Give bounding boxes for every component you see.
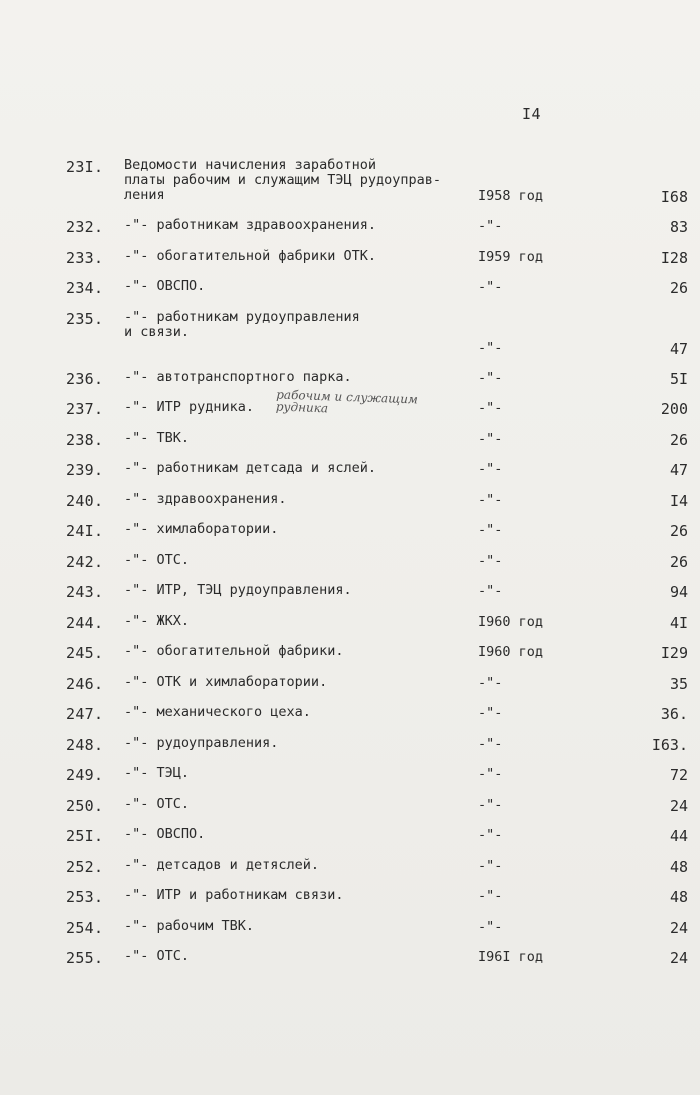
entry-description: -"- работникам рудоуправления и связи. <box>124 308 360 340</box>
entry-number: 253. <box>66 888 104 906</box>
entry-year: -"- <box>478 796 503 813</box>
handwritten-note: рабочим и служащим рудника <box>275 387 419 416</box>
entry-description: -"- ОВСПО. <box>124 278 206 294</box>
entry-description: -"- здравоохранения. <box>124 490 287 507</box>
entry-sheet-count: 26 <box>669 279 688 297</box>
entry-sheet-count: I68 <box>660 188 688 206</box>
entry-number: 239. <box>66 461 104 479</box>
entry-number: 237. <box>66 400 104 418</box>
entry-description: -"- ИТР и работникам связи. <box>124 887 344 903</box>
entry-year: I959 год <box>478 248 544 265</box>
entry-sheet-count: 44 <box>669 827 688 845</box>
entry-number: 238. <box>66 430 104 449</box>
entry-year: -"- <box>478 522 503 538</box>
entry-year: -"- <box>478 369 503 386</box>
entry-sheet-count: 47 <box>669 339 688 358</box>
inventory-entry <box>0 791 700 822</box>
entry-year: -"- <box>478 857 503 874</box>
entry-year: -"- <box>478 461 503 477</box>
entry-sheet-count: 4I <box>669 613 688 632</box>
entry-description: -"- ОТС. <box>124 948 190 964</box>
entry-number: 247. <box>66 705 104 723</box>
entry-description: -"- работникам детсада и яслей. <box>124 460 376 476</box>
entry-sheet-count: 24 <box>669 796 688 815</box>
entry-sheet-count: 47 <box>669 461 688 479</box>
inventory-entry <box>0 669 700 700</box>
inventory-entry <box>0 699 700 730</box>
entry-number: 24I. <box>66 522 104 540</box>
entry-year: -"- <box>478 583 503 599</box>
entry-number: 254. <box>66 918 104 937</box>
entry-year: -"- <box>478 705 503 721</box>
entry-number: 250. <box>66 796 104 815</box>
inventory-entry <box>0 913 700 944</box>
entry-number: 246. <box>66 674 104 693</box>
inventory-entry <box>0 760 700 791</box>
entry-year: -"- <box>478 827 503 843</box>
inventory-entry <box>0 821 700 852</box>
entry-description: -"- ТВК. <box>124 429 190 446</box>
entry-description: -"- рудоуправления. <box>124 734 279 751</box>
inventory-entry <box>0 425 700 456</box>
entry-description: -"- рабочим ТВК. <box>124 917 255 934</box>
entry-sheet-count: 26 <box>669 430 688 449</box>
entry-sheet-count: 35 <box>669 674 688 693</box>
entry-number: 240. <box>66 491 104 510</box>
entry-description: -"- обогатительной фабрики ОТК. <box>124 247 376 264</box>
entry-number: 245. <box>66 644 104 662</box>
entry-year: -"- <box>478 735 503 752</box>
inventory-entry <box>0 577 700 608</box>
entry-description: -"- механического цеха. <box>124 704 311 720</box>
entry-number: 25I. <box>66 827 104 845</box>
inventory-entry <box>0 608 700 639</box>
entry-sheet-count: 48 <box>669 857 688 876</box>
entry-number: 236. <box>66 369 104 388</box>
entry-description: -"- обогатительной фабрики. <box>124 643 344 659</box>
inventory-entry <box>0 486 700 517</box>
inventory-list <box>0 152 700 974</box>
entry-year: -"- <box>478 339 503 356</box>
entry-year: -"- <box>478 279 503 295</box>
entry-number: 235. <box>66 309 104 328</box>
entry-description: -"- ТЭЦ. <box>124 765 190 781</box>
inventory-entry <box>0 547 700 578</box>
entry-description: -"- ОВСПО. <box>124 826 206 842</box>
entry-sheet-count: 24 <box>669 918 688 937</box>
entry-year: -"- <box>478 766 503 782</box>
entry-year: I960 год <box>478 613 544 630</box>
entry-number: 252. <box>66 857 104 876</box>
inventory-entry <box>0 943 700 974</box>
entry-number: 233. <box>66 248 104 267</box>
inventory-entry <box>0 304 700 364</box>
entry-description: -"- ОТК и химлаборатории. <box>124 673 328 690</box>
entry-sheet-count: 200 <box>660 400 688 418</box>
entry-sheet-count: 24 <box>669 949 688 967</box>
entry-number: 243. <box>66 583 104 601</box>
entry-description: -"- работникам здравоохранения. <box>124 217 376 233</box>
inventory-entry <box>0 455 700 486</box>
entry-year: -"- <box>478 218 503 234</box>
entry-number: 232. <box>66 218 104 236</box>
inventory-entry <box>0 852 700 883</box>
inventory-entry <box>0 387 700 425</box>
entry-sheet-count: 94 <box>669 583 688 601</box>
entry-description: -"- ЖКХ. <box>124 612 190 629</box>
entry-sheet-count: 48 <box>669 888 688 906</box>
entry-sheet-count: 26 <box>669 552 688 571</box>
entry-year: -"- <box>478 430 503 447</box>
entry-description: -"- автотранспортного парка. <box>124 368 352 385</box>
entry-description: -"- ИТР, ТЭЦ рудоуправления. <box>124 582 352 598</box>
entry-year: I96I год <box>478 949 544 965</box>
entry-description: -"- химлаборатории. <box>124 521 279 537</box>
entry-description: -"- ОТС. <box>124 795 190 812</box>
entry-year: -"- <box>478 918 503 935</box>
entry-sheet-count: 72 <box>669 766 688 784</box>
entry-year: -"- <box>478 400 503 416</box>
inventory-entry <box>0 638 700 669</box>
entry-description: Ведомости начисления заработной платы рабочим и служащим ТЭЦ рудоуправ- ления <box>124 157 441 203</box>
entry-sheet-count: I4 <box>669 491 688 510</box>
entry-year: I960 год <box>478 644 544 660</box>
entry-number: 234. <box>66 279 104 297</box>
inventory-entry <box>0 882 700 913</box>
entry-sheet-count: I29 <box>660 644 688 662</box>
inventory-entry <box>0 516 700 547</box>
entry-number: 249. <box>66 766 104 784</box>
entry-number: 23I. <box>66 158 104 176</box>
entry-year: I958 год <box>478 188 544 204</box>
entry-sheet-count: 83 <box>669 218 688 236</box>
entry-number: 255. <box>66 949 104 967</box>
entry-sheet-count: I28 <box>660 248 688 267</box>
inventory-entry <box>0 212 700 243</box>
entry-number: 248. <box>66 735 104 754</box>
entry-sheet-count: 5I <box>669 369 688 388</box>
inventory-entry <box>0 243 700 274</box>
entry-year: -"- <box>478 491 503 508</box>
entry-sheet-count: 26 <box>669 522 688 540</box>
entry-description: -"- детсадов и детяслей. <box>124 856 320 873</box>
entry-number: 242. <box>66 552 104 571</box>
entry-year: -"- <box>478 552 503 569</box>
entry-sheet-count: 36. <box>660 705 688 723</box>
entry-description: -"- ОТС. <box>124 551 190 568</box>
entry-year: -"- <box>478 674 503 691</box>
entry-description: -"- ИТР рудника. <box>124 399 255 415</box>
entry-sheet-count: I63. <box>651 735 688 754</box>
inventory-entry <box>0 152 700 212</box>
inventory-entry <box>0 730 700 761</box>
entry-year: -"- <box>478 888 503 904</box>
inventory-entry <box>0 273 700 304</box>
entry-number: 244. <box>66 613 104 632</box>
page-number: I4 <box>522 105 542 123</box>
